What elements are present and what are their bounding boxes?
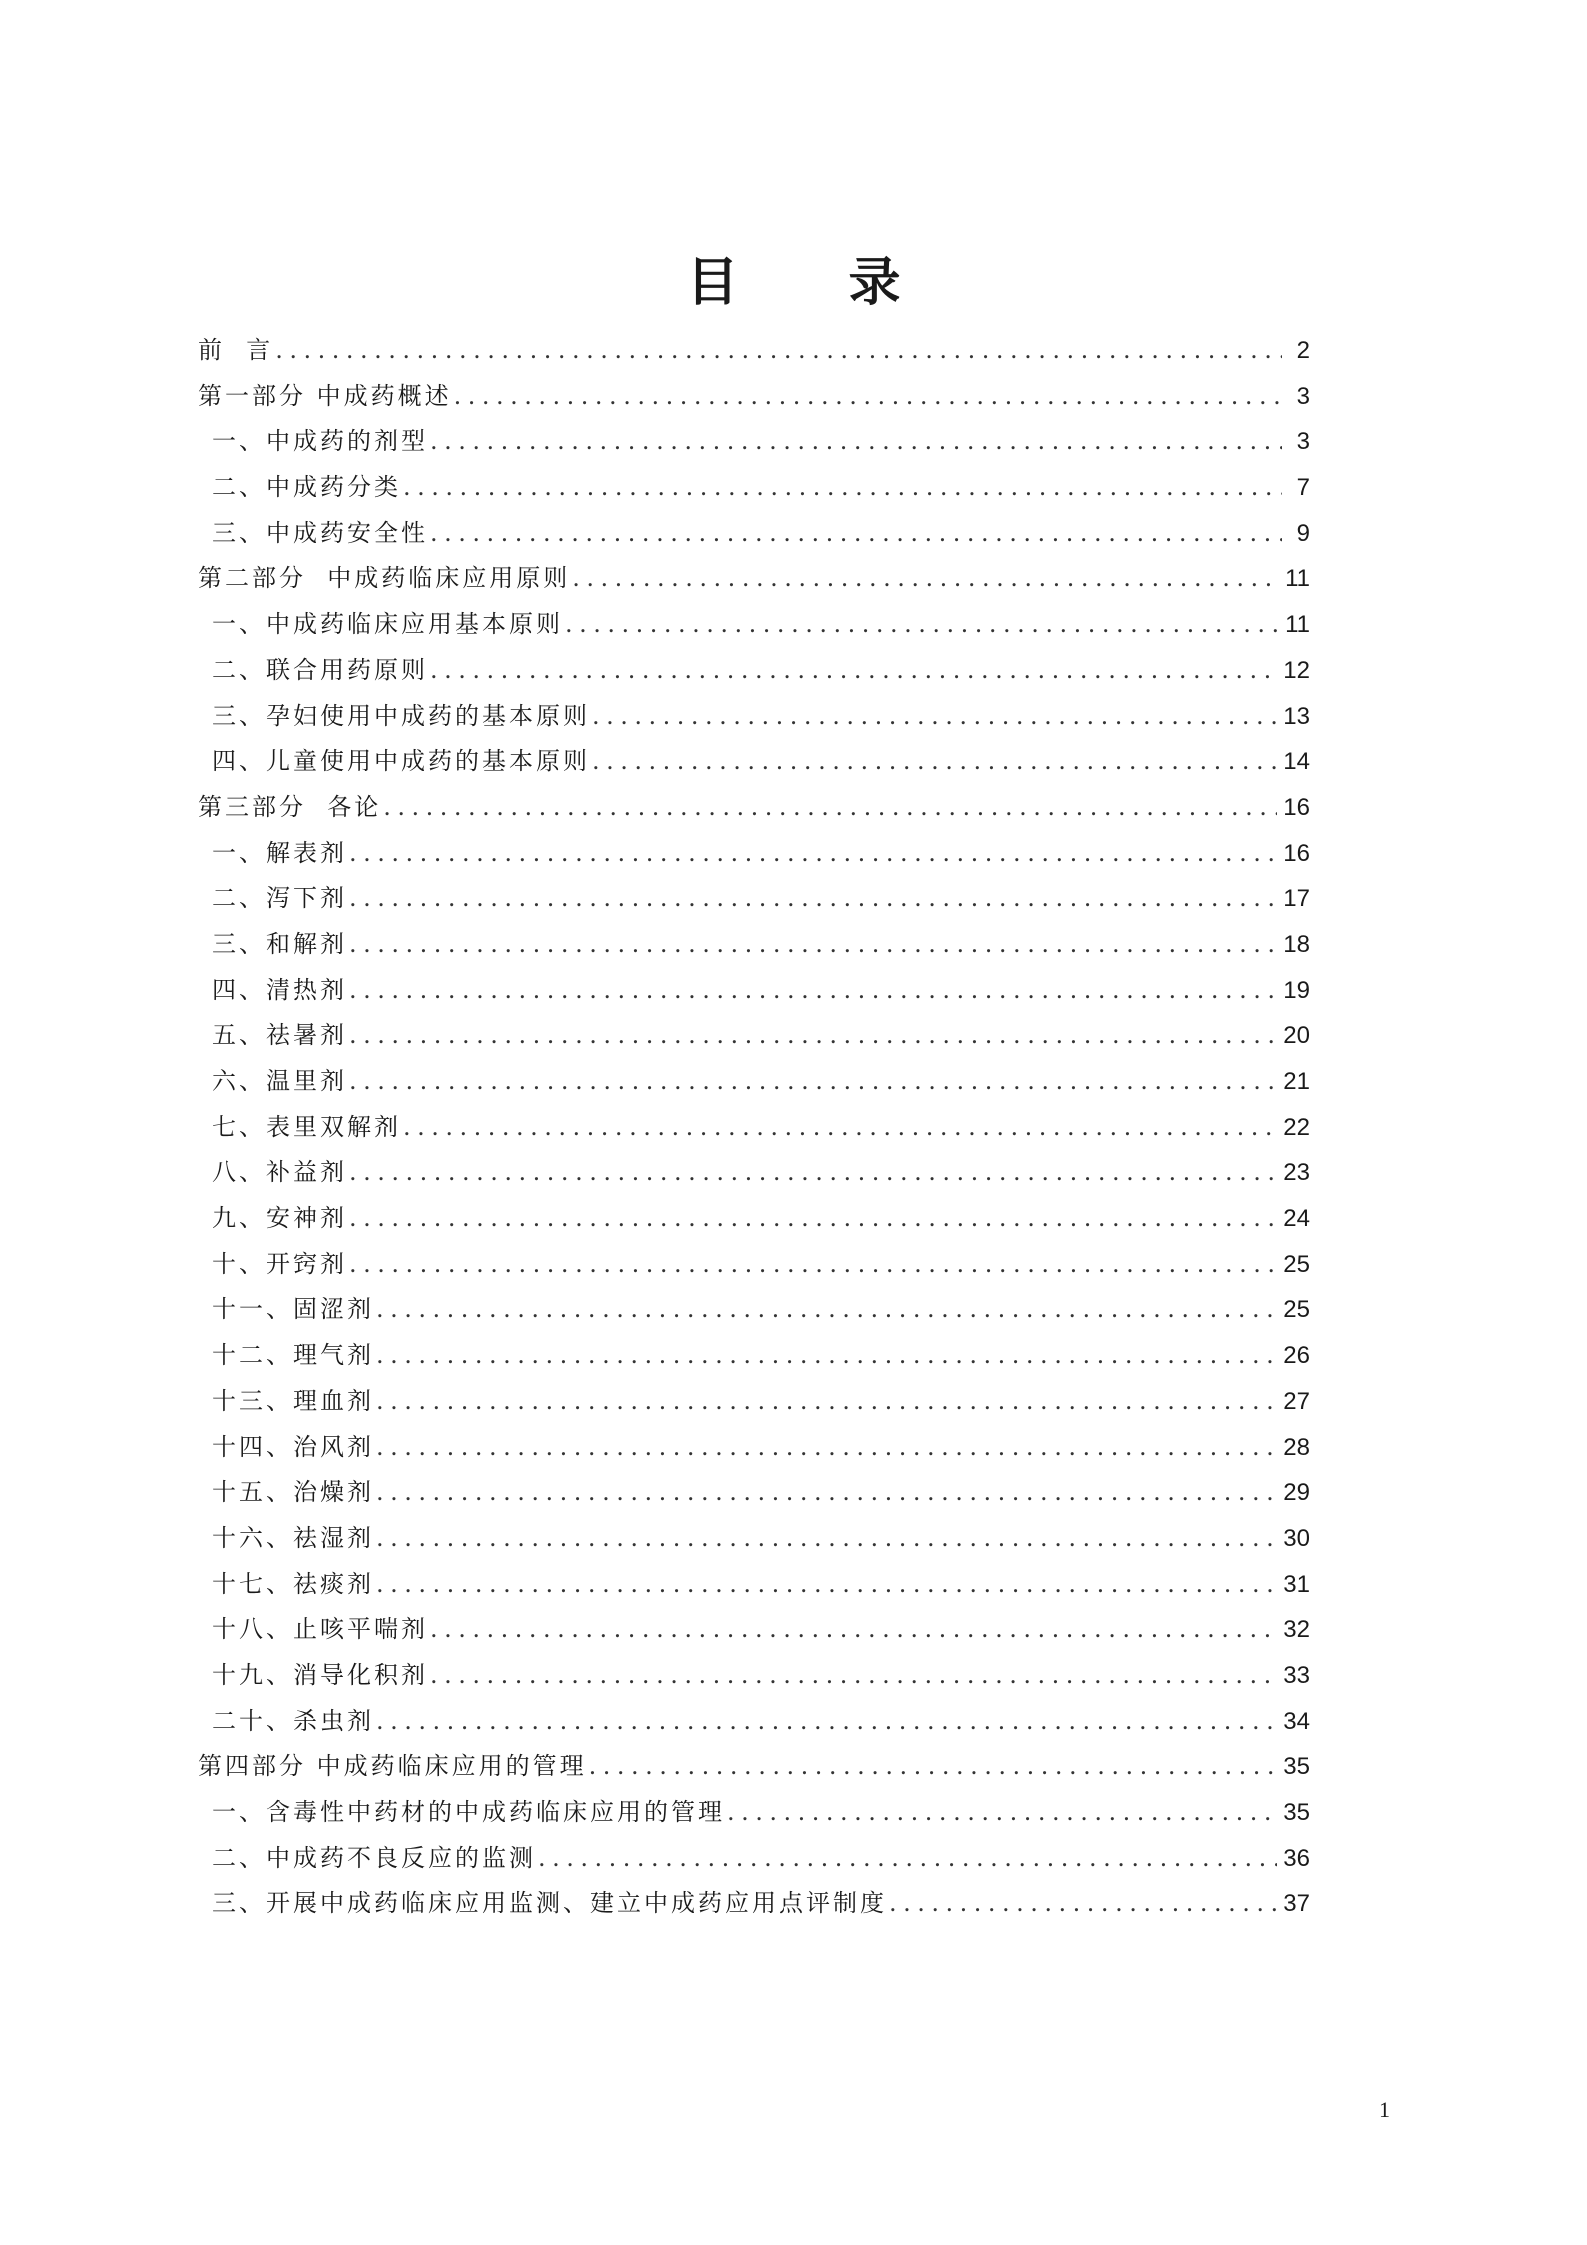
toc-entry-label: 前 言 <box>198 336 274 364</box>
toc-dot-leader <box>572 556 1279 602</box>
toc-entry[interactable] <box>198 1516 1310 1562</box>
toc-entry-label: 二、联合用药原则 <box>212 655 428 684</box>
toc-entry-page: 3 <box>1296 428 1310 456</box>
toc-dot-leader <box>889 1881 1277 1927</box>
toc-entry[interactable] <box>198 1287 1310 1333</box>
toc-entry[interactable] <box>198 602 1310 648</box>
toc-dot-leader <box>592 694 1277 740</box>
toc-entry-page: 11 <box>1285 565 1310 593</box>
toc-entry-page: 2 <box>1296 337 1310 364</box>
toc-entry[interactable] <box>198 511 1310 557</box>
toc-dot-leader <box>430 648 1277 694</box>
toc-entry-label: 十六、祛湿剂 <box>212 1523 374 1552</box>
toc-entry-page: 14 <box>1283 748 1310 776</box>
toc-entry-page: 27 <box>1283 1387 1310 1415</box>
toc-dot-leader <box>727 1790 1277 1836</box>
toc-entry-page: 33 <box>1283 1661 1310 1689</box>
toc-entry[interactable] <box>198 1333 1310 1379</box>
toc-entry-label: 九、安神剂 <box>212 1204 347 1233</box>
toc-dot-leader <box>592 739 1277 785</box>
toc-dot-leader <box>430 419 1282 465</box>
toc-entry-page: 17 <box>1283 885 1310 913</box>
toc-dot-leader <box>376 1425 1277 1471</box>
toc-entry-label: 十四、治风剂 <box>212 1432 374 1461</box>
toc-dot-leader <box>349 1150 1277 1196</box>
toc-dot-leader <box>275 328 1282 374</box>
toc-entry-page: 37 <box>1283 1890 1310 1918</box>
toc-entry[interactable] <box>198 1699 1310 1745</box>
toc-dot-leader <box>430 1607 1277 1653</box>
toc-entry[interactable] <box>198 1881 1310 1927</box>
toc-entry-label: 六、温里剂 <box>212 1067 347 1095</box>
toc-dot-leader <box>349 1196 1277 1242</box>
toc-dot-leader <box>430 1653 1277 1699</box>
toc-entry-label: 第三部分 各论 <box>198 792 382 821</box>
toc-dot-leader <box>376 1333 1277 1379</box>
toc-entry-label: 一、含毒性中药材的中成药临床应用的管理 <box>212 1798 725 1826</box>
toc-entry[interactable] <box>198 1562 1310 1608</box>
toc-entry[interactable] <box>198 1059 1310 1105</box>
toc-entry[interactable] <box>198 876 1310 922</box>
toc-entry[interactable] <box>198 374 1310 420</box>
toc-entry-page: 16 <box>1283 839 1310 867</box>
toc-entry-page: 16 <box>1283 793 1310 821</box>
toc-entry-label: 十七、祛痰剂 <box>212 1569 374 1598</box>
toc-entry-label: 七、表里双解剂 <box>212 1112 401 1141</box>
toc-dot-leader <box>349 876 1277 922</box>
toc-entry-page: 36 <box>1283 1844 1310 1872</box>
toc-entry[interactable] <box>198 1790 1310 1836</box>
toc-entry[interactable] <box>198 1379 1310 1425</box>
toc-entry-page: 34 <box>1283 1707 1310 1735</box>
toc-entry-label: 五、祛暑剂 <box>212 1021 347 1050</box>
toc-dot-leader <box>376 1287 1277 1333</box>
toc-dot-leader <box>589 1744 1278 1790</box>
toc-entry-page: 18 <box>1283 930 1310 958</box>
toc-entry-page: 13 <box>1283 702 1310 730</box>
toc-entry[interactable] <box>198 739 1310 785</box>
toc-entry-page: 25 <box>1283 1250 1310 1278</box>
toc-entry[interactable] <box>198 1653 1310 1699</box>
toc-entry-label: 二十、杀虫剂 <box>212 1706 374 1735</box>
toc-entry-page: 19 <box>1283 976 1310 1004</box>
toc-entry-page: 25 <box>1283 1296 1310 1324</box>
toc-entry[interactable] <box>198 1105 1310 1151</box>
toc-entry[interactable] <box>198 419 1310 465</box>
toc-dot-leader <box>376 1562 1277 1608</box>
page-title: 目 录 <box>686 252 947 313</box>
toc-dot-leader <box>349 831 1277 877</box>
toc-entry-page: 20 <box>1283 1022 1310 1050</box>
toc-entry[interactable] <box>198 1013 1310 1059</box>
toc-entry-page: 30 <box>1283 1524 1310 1552</box>
toc-entry[interactable] <box>198 1836 1310 1882</box>
toc-entry-label: 八、补益剂 <box>212 1158 347 1187</box>
toc-entry-page: 22 <box>1283 1113 1310 1141</box>
toc-entry[interactable] <box>198 1470 1310 1516</box>
toc-dot-leader <box>349 1242 1277 1288</box>
toc-entry-label: 三、和解剂 <box>212 929 347 958</box>
toc-dot-leader <box>383 785 1277 831</box>
toc-entry-label: 十一、固涩剂 <box>212 1295 374 1324</box>
toc-entry[interactable] <box>198 922 1310 968</box>
toc-entry[interactable] <box>198 968 1310 1014</box>
toc-dot-leader <box>349 968 1277 1014</box>
toc-entry[interactable] <box>198 328 1310 374</box>
toc-entry-page: 3 <box>1296 382 1310 410</box>
toc-entry-label: 第一部分 中成药概述 <box>198 381 452 410</box>
toc-dot-leader <box>403 1105 1277 1151</box>
toc-entry[interactable] <box>198 1196 1310 1242</box>
toc-entry-page: 24 <box>1283 1205 1310 1233</box>
toc-entry-page: 23 <box>1283 1159 1310 1187</box>
toc-entry-label: 三、孕妇使用中成药的基本原则 <box>212 701 590 730</box>
toc-entry-page: 21 <box>1283 1068 1310 1095</box>
toc-dot-leader <box>565 602 1279 648</box>
toc-entry-label: 一、中成药临床应用基本原则 <box>212 610 563 639</box>
toc-dot-leader <box>349 1013 1277 1059</box>
toc-entry-label: 十八、止咳平喘剂 <box>212 1615 428 1644</box>
toc-entry-label: 三、中成药安全性 <box>212 518 428 547</box>
toc-entry-page: 11 <box>1285 611 1310 639</box>
toc-entry-label: 第四部分 中成药临床应用的管理 <box>198 1752 587 1781</box>
table-of-contents <box>198 328 1310 1927</box>
toc-dot-leader <box>454 374 1282 420</box>
toc-entry-page: 26 <box>1283 1342 1310 1370</box>
toc-entry-page: 31 <box>1283 1570 1310 1598</box>
toc-entry[interactable] <box>198 1744 1310 1790</box>
toc-dot-leader <box>376 1516 1277 1562</box>
toc-entry-label: 一、解表剂 <box>212 838 347 867</box>
toc-entry-label: 二、中成药不良反应的监测 <box>212 1843 536 1872</box>
toc-entry[interactable] <box>198 831 1310 877</box>
toc-entry-label: 十九、消导化积剂 <box>212 1660 428 1689</box>
toc-entry[interactable] <box>198 1150 1310 1196</box>
toc-entry-label: 一、中成药的剂型 <box>212 427 428 456</box>
toc-entry-page: 7 <box>1296 474 1310 502</box>
toc-entry[interactable] <box>198 465 1310 511</box>
toc-dot-leader <box>349 922 1277 968</box>
toc-dot-leader <box>538 1836 1277 1882</box>
toc-entry-label: 三、开展中成药临床应用监测、建立中成药应用点评制度 <box>212 1889 887 1918</box>
toc-entry-label: 二、泻下剂 <box>212 884 347 913</box>
toc-entry[interactable] <box>198 785 1310 831</box>
page-number: 1 <box>1379 2097 1390 2122</box>
toc-entry-page: 9 <box>1296 519 1310 547</box>
toc-entry-page: 32 <box>1283 1616 1310 1644</box>
toc-entry-label: 二、中成药分类 <box>212 473 401 502</box>
toc-dot-leader <box>349 1059 1277 1105</box>
toc-dot-leader <box>376 1470 1277 1516</box>
toc-dot-leader <box>430 511 1282 557</box>
toc-entry[interactable] <box>198 1607 1310 1653</box>
toc-entry[interactable] <box>198 1425 1310 1471</box>
toc-dot-leader <box>376 1379 1277 1425</box>
toc-entry[interactable] <box>198 694 1310 740</box>
toc-entry-page: 28 <box>1283 1433 1310 1461</box>
toc-entry-label: 十二、理气剂 <box>212 1341 374 1370</box>
toc-entry-label: 第二部分 中成药临床应用原则 <box>198 564 571 593</box>
toc-entry-label: 四、清热剂 <box>212 975 347 1004</box>
toc-entry-page: 35 <box>1283 1799 1310 1826</box>
toc-entry-page: 12 <box>1283 656 1310 684</box>
toc-entry[interactable] <box>198 648 1310 694</box>
toc-entry-label: 十三、理血剂 <box>212 1386 374 1415</box>
toc-entry[interactable] <box>198 556 1310 602</box>
toc-dot-leader <box>376 1699 1277 1745</box>
toc-entry-page: 35 <box>1283 1753 1310 1781</box>
toc-entry-label: 十、开窍剂 <box>212 1249 347 1278</box>
toc-entry[interactable] <box>198 1242 1310 1288</box>
toc-dot-leader <box>403 465 1282 511</box>
toc-entry-page: 29 <box>1283 1479 1310 1507</box>
toc-entry-label: 十五、治燥剂 <box>212 1478 374 1507</box>
toc-entry-label: 四、儿童使用中成药的基本原则 <box>212 747 590 776</box>
